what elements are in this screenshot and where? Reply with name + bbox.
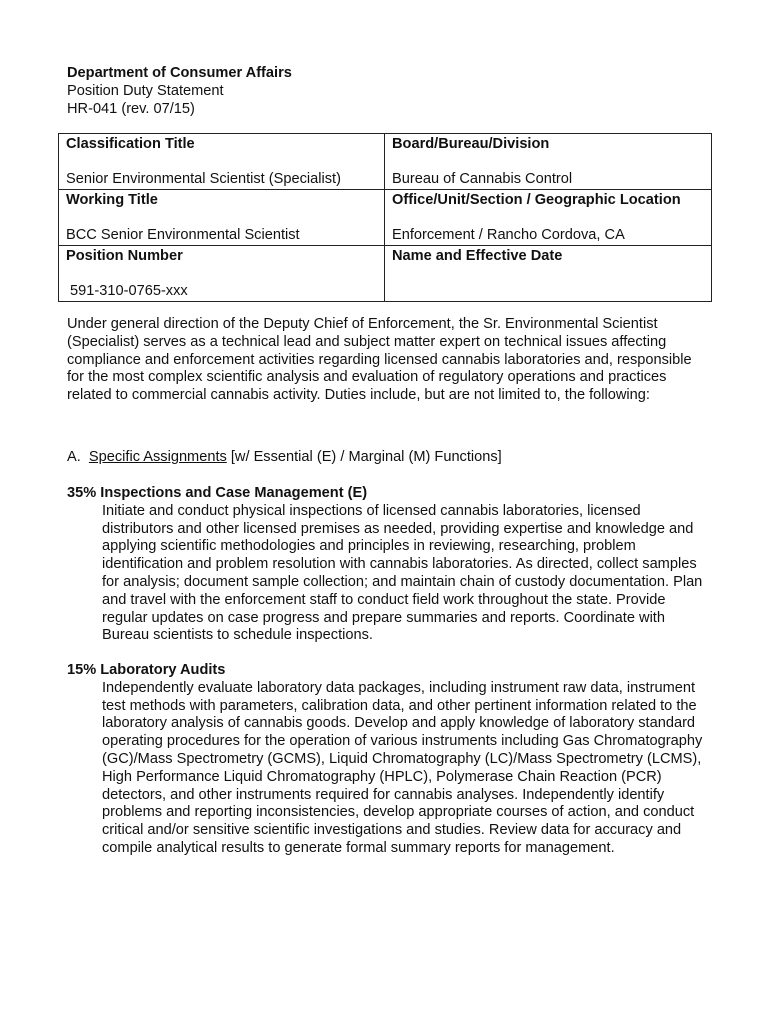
table-row (59, 134, 712, 190)
section-a-heading (67, 449, 707, 467)
classification-title-value: Senior Environmental Scientist (Specialist) (66, 171, 341, 187)
board-cell (385, 134, 712, 190)
document-header (67, 65, 292, 119)
table-row (59, 246, 712, 302)
office-value: Enforcement / Rancho Cordova, CA (392, 227, 625, 243)
duty-body: Initiate and conduct physical inspections of licensed cannabis laboratories, licensed distributors and other licensed premises as needed, providing expertise and knowledge and applying scientific methodologies and principles in reviewing, researching, problem identification and problem resolution with cannabis laboratories. As directed, collect samples for analysis; document sample collection; and maintain chain of custody documentation. Plan and travel with the enforcement staff to conduct field work throughout the state. Provide regular updates on case progress and prepare summaries and reports. Coordinate with Bureau scientists to schedule inspections. (102, 502, 703, 644)
form-name: Position Duty Statement (67, 83, 224, 99)
table-row (59, 190, 712, 246)
duty-item (67, 662, 707, 858)
name-date-cell (385, 246, 712, 302)
duty-body: Independently evaluate laboratory data packages, including instrument raw data, instrument test methods with parameters, calibration data, and other pertinent information related to the laboratory analysis of cannabis goods. Develop and apply knowledge of laboratory standard operating procedures for the operation of various instruments including Gas Chromatography (GC)/Mass Spectrometry (GCMS), Liquid Chromatography (LC)/Mass Spectrometry (LCMS), High Performance Liquid Chromatography (HPLC), Polymerase Chain Reaction (PCR) detectors, and other instruments required for cannabis analyses. Independently identify problems and reporting inconsistencies, develop appropriate courses of action, and conduct critical and/or sensitive scientific investigations and studies. Review data for accuracy and compile analytical results to generate formal summary reports for management. (102, 679, 703, 856)
section-a-underlined: Specific Assignments (88, 449, 227, 465)
intro-paragraph: Under general direction of the Deputy Chief of Enforcement, the Sr. Environmental Scientist (Specialist) serves as a technical lead and subject matter expert on technical issues affecting compliance and enforcement activities regarding licensed cannabis laboratories and, responsible for the most complex scientific analysis and evaluation of regulatory operations and practices related to commercial cannabis activity. Duties include, but are not limited to, the following: (67, 316, 692, 404)
office-label: Office/Unit/Section / Geographic Location (392, 192, 681, 208)
classification-title-cell (59, 134, 385, 190)
form-number: HR-041 (rev. 07/15) (67, 101, 195, 117)
duty-item (67, 485, 707, 645)
working-title-value: BCC Senior Environmental Scientist (66, 227, 300, 243)
position-number-cell (59, 246, 385, 302)
board-value: Bureau of Cannabis Control (392, 171, 573, 187)
board-label: Board/Bureau/Division (392, 136, 550, 152)
name-date-value (392, 283, 704, 301)
classification-title-label: Classification Title (66, 136, 195, 152)
department-name: Department of Consumer Affairs (67, 65, 292, 81)
position-number-label: Position Number (66, 248, 183, 264)
position-number-value: 591-310-0765-xxx (66, 283, 188, 299)
office-cell (385, 190, 712, 246)
section-a-suffix: [w/ Essential (E) / Marginal (M) Functions] (226, 449, 502, 465)
section-a-prefix: A. (67, 449, 89, 465)
working-title-label: Working Title (66, 192, 158, 208)
duty-title: 35% Inspections and Case Management (E) (67, 485, 368, 501)
working-title-cell (59, 190, 385, 246)
position-info-table (58, 133, 712, 302)
name-date-label: Name and Effective Date (392, 248, 563, 264)
duty-title: 15% Laboratory Audits (67, 662, 226, 678)
